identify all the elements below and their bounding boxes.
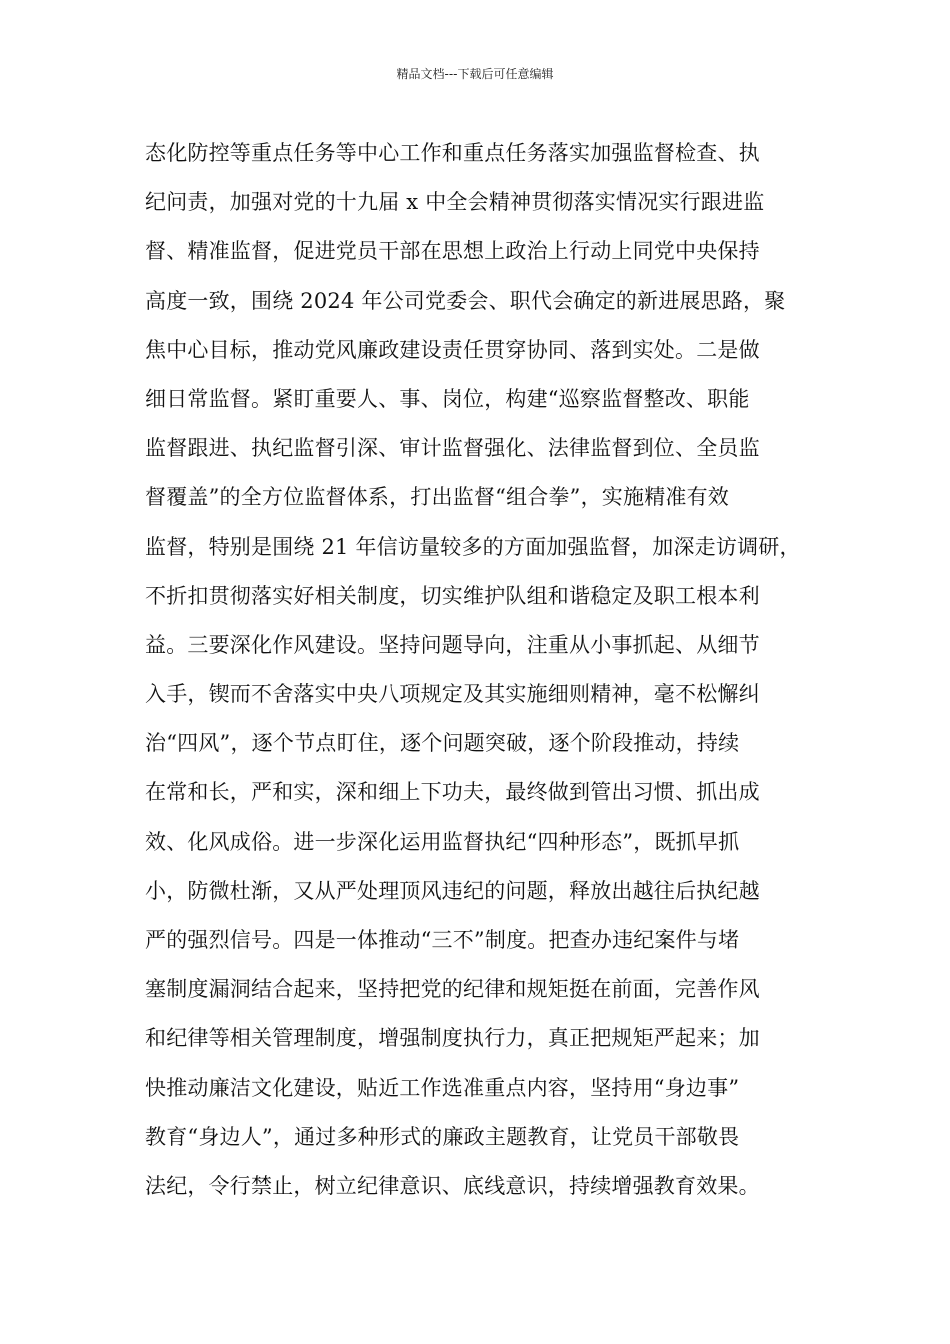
- text-line: 教育“身边人”，通过多种形式的廉政主题教育，让党员干部敬畏: [145, 1124, 740, 1149]
- text-line: 细日常监督。紧盯重要人、事、岗位，构建“巡察监督整改、职能: [145, 386, 750, 411]
- text-line: 塞制度漏洞结合起来，坚持把党的纪律和规矩挺在前面，完善作风: [145, 977, 760, 1002]
- text-line: 在常和长，严和实，深和细上下功夫，最终做到管出习惯、抓出成: [145, 780, 760, 805]
- text-line: 督覆盖”的全方位监督体系，打出监督“组合拳”，实施精准有效: [145, 485, 730, 510]
- page-header: 精品文档---下载后可任意编辑: [396, 67, 554, 81]
- text-line: 纪问责，加强对党的十九届 x 中全会精神贯彻落实情况实行跟进监: [145, 190, 765, 215]
- text-line: 态化防控等重点任务等中心工作和重点任务落实加强监督检查、执: [145, 141, 760, 165]
- text-line: 监督跟进、执纪监督引深、审计监督强化、法律监督到位、全员监: [145, 436, 760, 461]
- document-body: [145, 129, 815, 1211]
- text-line: 督、精准监督，促进党员干部在思想上政治上行动上同党中央保持: [145, 239, 760, 264]
- text-line: 严的强烈信号。四是一体推动“三不”制度。把查办违纪案件与堵: [145, 928, 740, 952]
- text-line: 高度一致，围绕 2024 年公司党委会、职代会确定的新进展思路，聚: [145, 288, 786, 313]
- text-line: 焦中心目标，推动党风廉政建设责任贯穿协同、落到实处。二是做: [145, 337, 760, 362]
- text-line: 和纪律等相关管理制度，增强制度执行力，真正把规矩严起来；加: [145, 1026, 760, 1051]
- text-line: 快推动廉洁文化建设，贴近工作选准重点内容，坚持用“身边事”: [145, 1075, 740, 1100]
- text-line: 法纪，令行禁止，树立纪律意识、底线意识，持续增强教育效果。: [145, 1173, 760, 1198]
- text-line: 小，防微杜渐，又从严处理顶风违纪的问题，释放出越往后执纪越: [145, 878, 760, 903]
- text-line: 效、化风成俗。进一步深化运用监督执纪“四种形态”，既抓早抓: [145, 829, 740, 854]
- text-line: 入手，锲而不舍落实中央八项规定及其实施细则精神，毫不松懈纠: [145, 682, 760, 707]
- text-line: 益。三要深化作风建设。坚持问题导向，注重从小事抓起、从细节: [145, 632, 760, 657]
- text-line: 治“四风”，逐个节点盯住，逐个问题突破，逐个阶段推动，持续: [145, 731, 740, 756]
- text-line: 监督，特别是围绕 21 年信访量较多的方面加强监督，加深走访调研，: [145, 534, 801, 559]
- text-line: 不折扣贯彻落实好相关制度，切实维护队组和谐稳定及职工根本利: [145, 583, 760, 608]
